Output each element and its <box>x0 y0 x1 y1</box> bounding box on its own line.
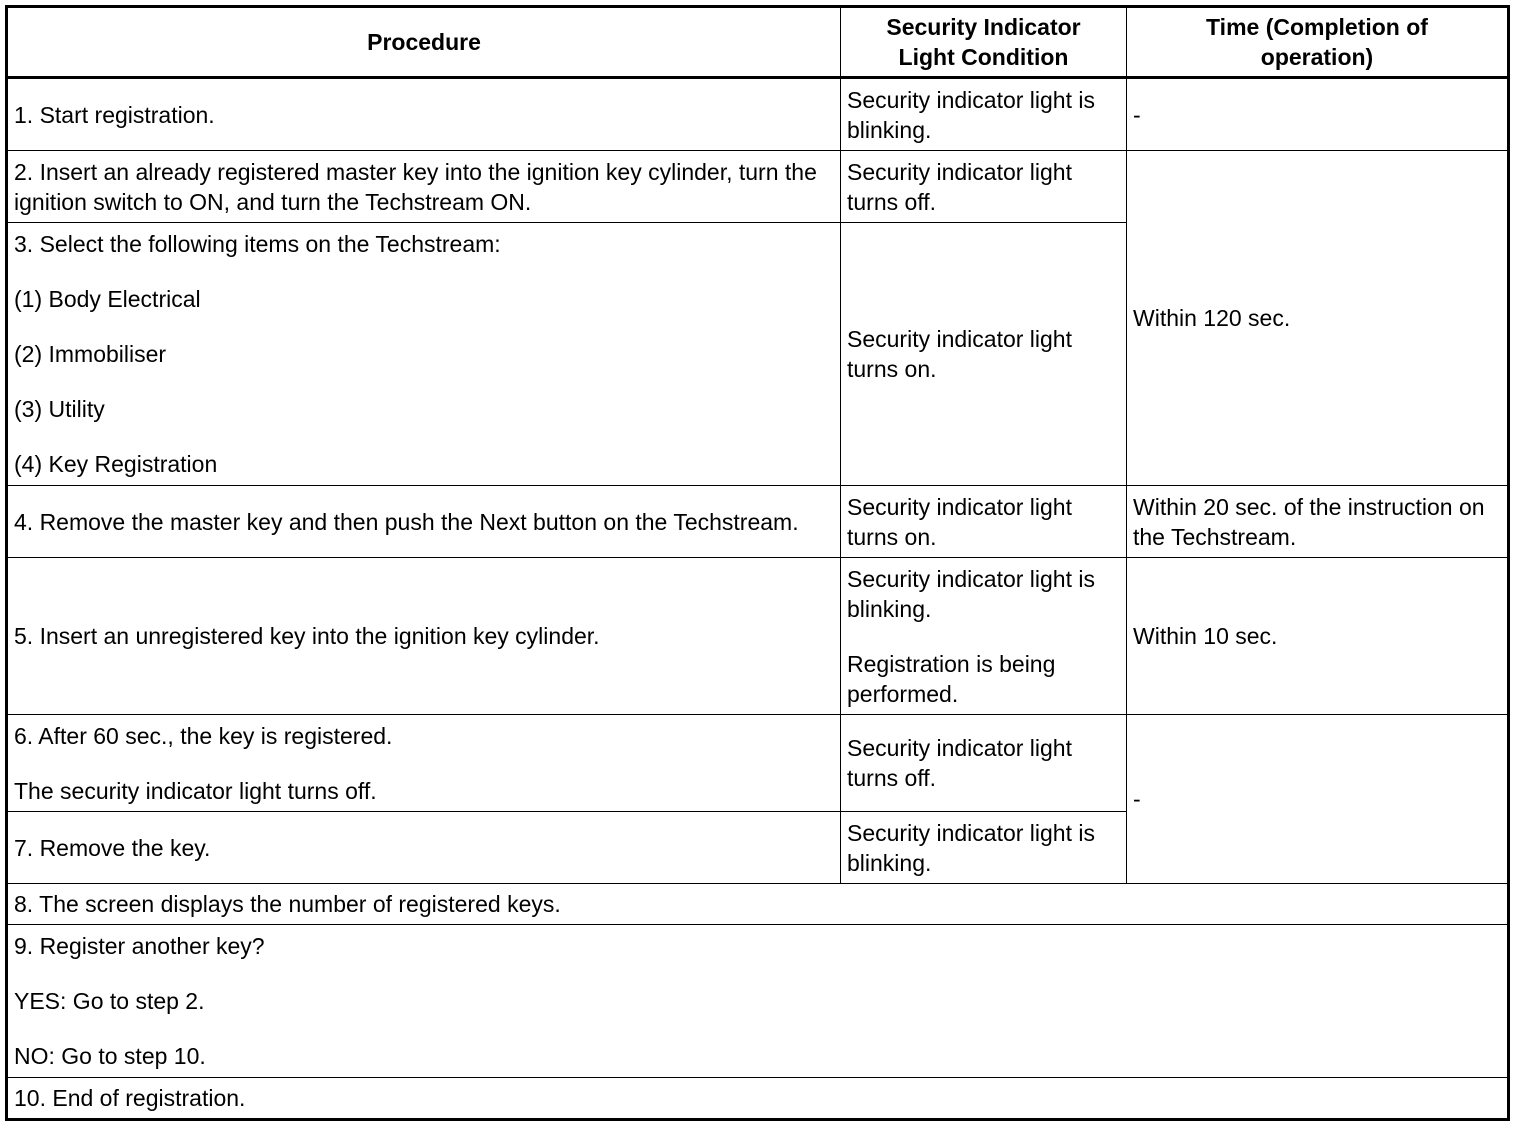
steps-6-7-time: - <box>1127 715 1509 884</box>
step-6-line: 6. After 60 sec., the key is registered. <box>14 722 393 749</box>
step-4-procedure: 4. Remove the master key and then push the Next button on the Techstream. <box>7 486 841 558</box>
step-4-condition: Security indicator light turns on. <box>841 486 1127 558</box>
step-5-condition <box>841 558 1127 715</box>
step-2-condition: Security indicator light turns off. <box>841 151 1127 223</box>
table-row <box>7 715 1509 812</box>
step-4-time: Within 20 sec. of the instruction on the Techstream. <box>1127 486 1509 558</box>
step-3-line: 3. Select the following items on the Techstream: <box>14 231 501 257</box>
header-procedure: Procedure <box>7 7 841 78</box>
table-row <box>7 1078 1509 1120</box>
step-1-condition: Security indicator light is blinking. <box>841 78 1127 151</box>
step-3-condition: Security indicator light turns on. <box>841 223 1127 486</box>
step-5-procedure: 5. Insert an unregistered key into the ignition key cylinder. <box>7 558 841 715</box>
step-1-time: - <box>1127 78 1509 151</box>
table-row <box>7 151 1509 223</box>
step-7-procedure: 7. Remove the key. <box>7 812 841 884</box>
step-6-line: The security indicator light turns off. <box>14 777 377 804</box>
steps-2-3-time: Within 120 sec. <box>1127 151 1509 486</box>
step-6-condition: Security indicator light turns off. <box>841 715 1127 812</box>
procedure-table-container <box>5 5 1507 1121</box>
step-9-procedure <box>7 925 1509 1078</box>
step-9-line: YES: Go to step 2. <box>14 988 205 1014</box>
step-10-procedure: 10. End of registration. <box>7 1078 1509 1120</box>
table-row <box>7 558 1509 715</box>
step-5-condition-line: Registration is being performed. <box>847 650 1056 707</box>
table-row <box>7 486 1509 558</box>
step-7-condition: Security indicator light is blinking. <box>841 812 1127 884</box>
table-row <box>7 78 1509 151</box>
step-3-line: (1) Body Electrical <box>14 286 201 312</box>
step-3-line: (4) Key Registration <box>14 451 218 477</box>
key-registration-procedure-table <box>5 5 1510 1121</box>
header-condition: Security Indicator Light Condition <box>841 7 1127 78</box>
step-3-line: (3) Utility <box>14 396 105 422</box>
step-5-time: Within 10 sec. <box>1127 558 1509 715</box>
table-row <box>7 884 1509 925</box>
step-2-procedure: 2. Insert an already registered master key into the ignition key cylinder, turn the ignition switch to ON, and turn the Techstream ON. <box>7 151 841 223</box>
step-9-line: NO: Go to step 10. <box>14 1043 206 1069</box>
step-1-procedure: 1. Start registration. <box>7 78 841 151</box>
table-header-row <box>7 7 1509 78</box>
step-5-condition-line: Security indicator light is blinking. <box>847 565 1095 622</box>
step-9-line: 9. Register another key? <box>14 933 265 959</box>
header-time: Time (Completion of operation) <box>1127 7 1509 78</box>
step-3-line: (2) Immobiliser <box>14 341 167 367</box>
step-6-procedure <box>7 715 841 812</box>
table-row <box>7 925 1509 1078</box>
step-8-procedure: 8. The screen displays the number of registered keys. <box>7 884 1509 925</box>
step-3-procedure <box>7 223 841 486</box>
